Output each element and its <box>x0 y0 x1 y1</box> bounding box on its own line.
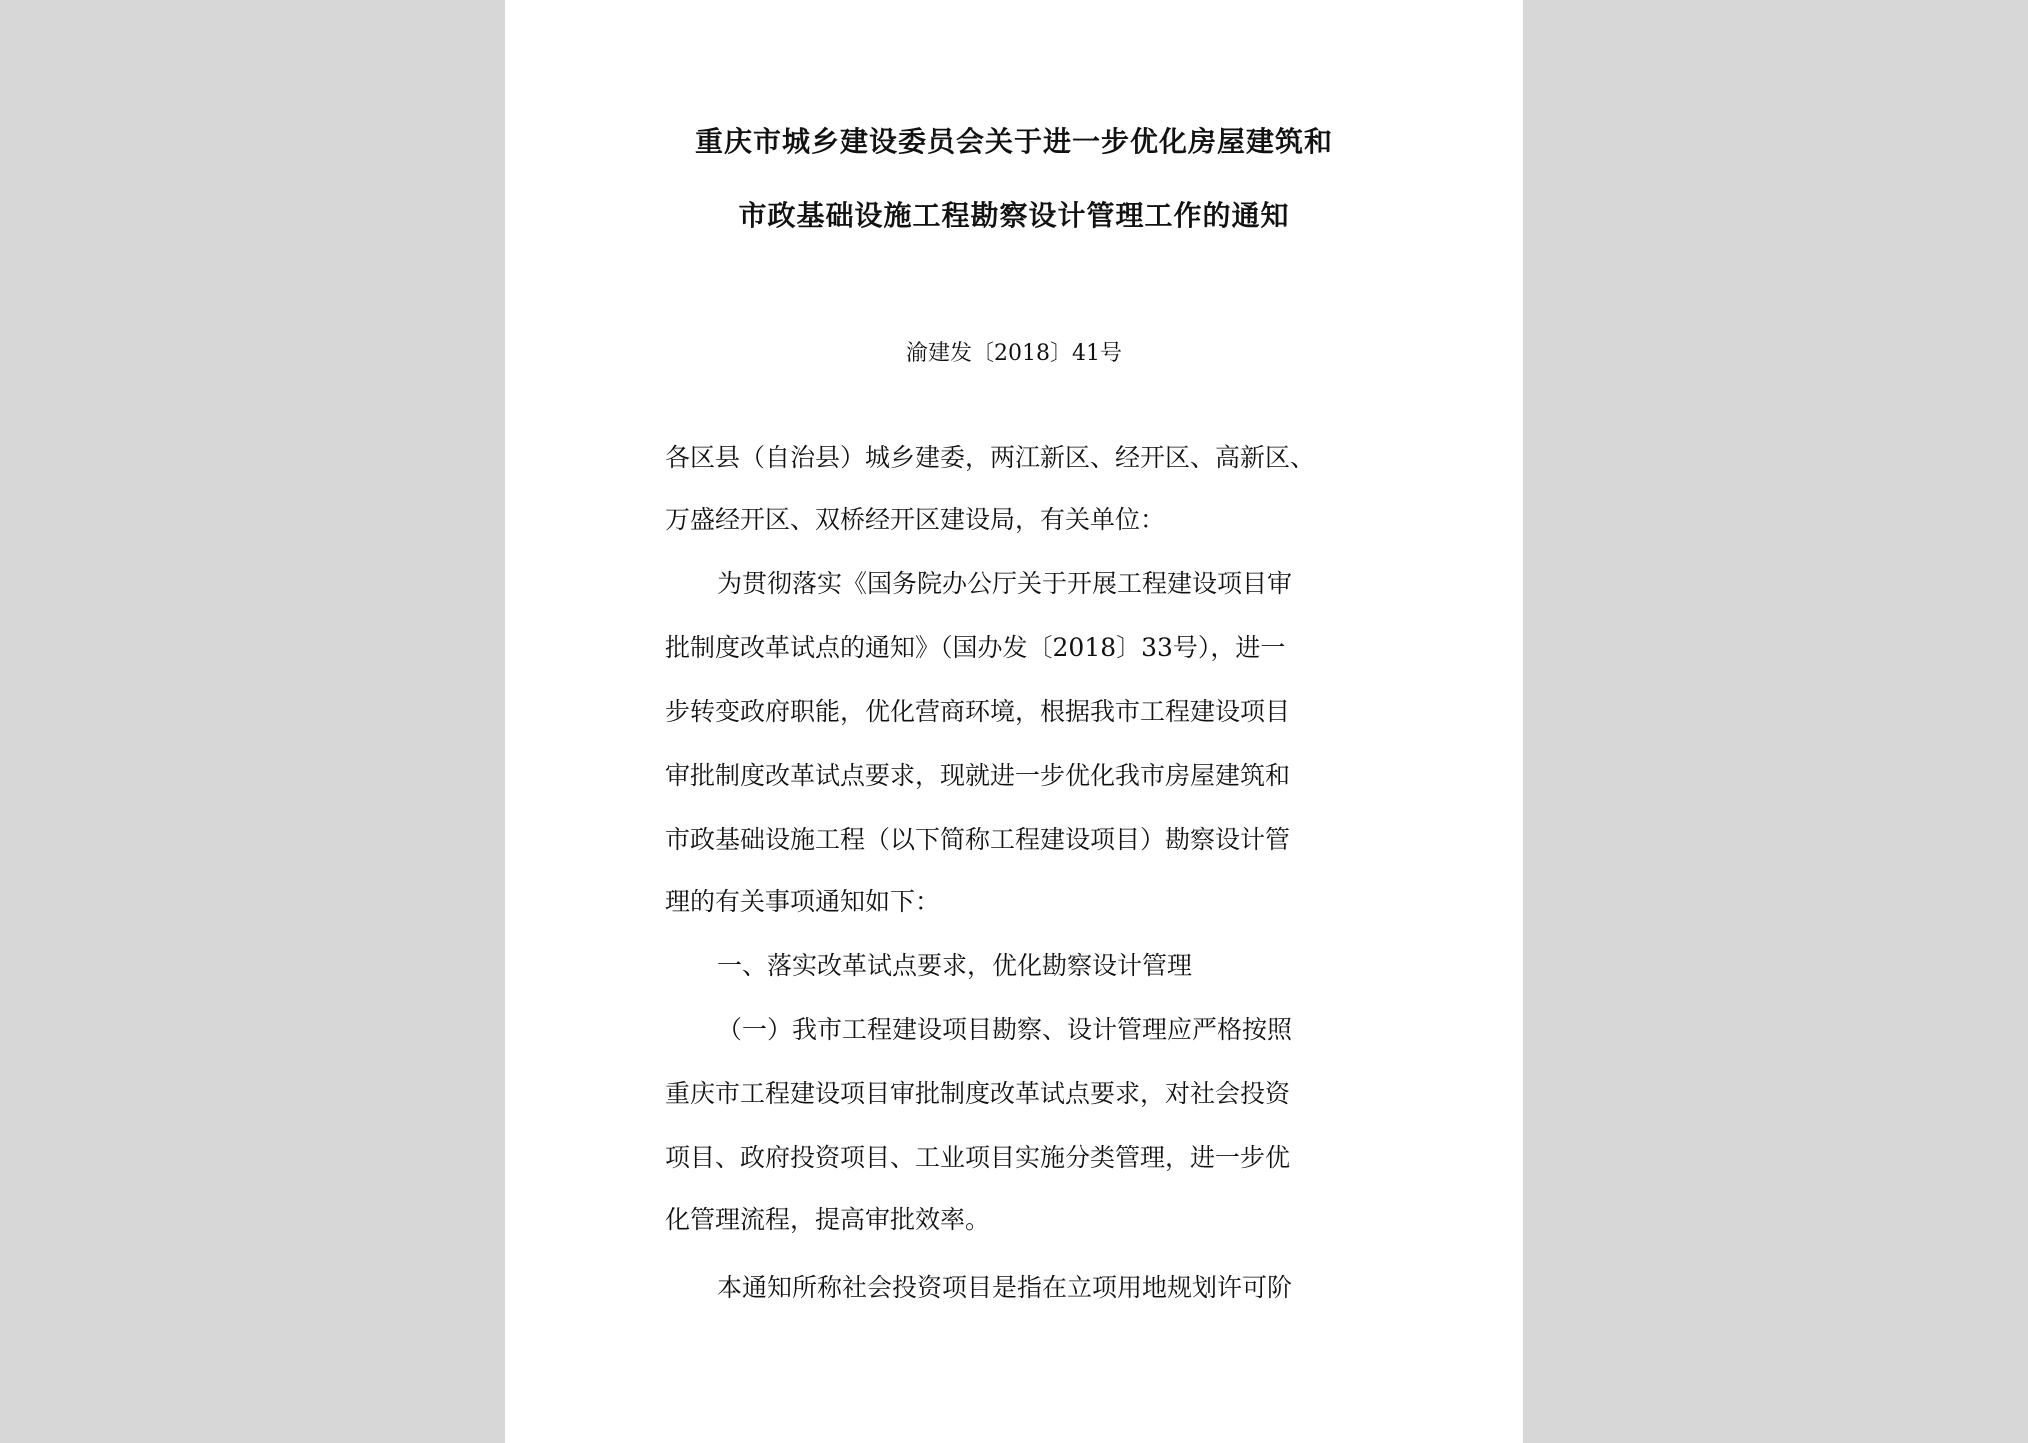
document-title-line-1: 重庆市城乡建设委员会关于进一步优化房屋建筑和 <box>694 125 1333 158</box>
body-line: 理的有关事项通知如下： <box>665 887 941 916</box>
body-line: （一）我市工程建设项目勘察、设计管理应严格按照 <box>717 1015 1293 1044</box>
body-line: 步转变政府职能，优化营商环境，根据我市工程建设项目 <box>665 697 1291 726</box>
body-line: 项目、政府投资项目、工业项目实施分类管理，进一步优 <box>665 1143 1291 1172</box>
body-line: 审批制度改革试点要求，现就进一步优化我市房屋建筑和 <box>665 761 1291 790</box>
document-number: 渝建发〔2018〕41号 <box>906 341 1122 366</box>
body-line: 批制度改革试点的通知》（国办发〔2018〕33号），进一 <box>665 633 1286 662</box>
body-line: 重庆市工程建设项目审批制度改革试点要求，对社会投资 <box>665 1079 1291 1108</box>
body-line: 各区县（自治县）城乡建委，两江新区、经开区、高新区、 <box>665 443 1316 472</box>
body-line: 本通知所称社会投资项目是指在立项用地规划许可阶 <box>717 1273 1293 1302</box>
body-line: 万盛经开区、双桥经开区建设局，有关单位： <box>665 505 1166 534</box>
document-title-line-2: 市政基础设施工程勘察设计管理工作的通知 <box>738 199 1290 232</box>
body-line: 为贯彻落实《国务院办公厅关于开展工程建设项目审 <box>717 569 1293 598</box>
section-heading: 一、落实改革试点要求，优化勘察设计管理 <box>717 951 1193 980</box>
document-page <box>505 0 1523 1443</box>
body-line: 市政基础设施工程（以下简称工程建设项目）勘察设计管 <box>665 825 1291 854</box>
body-line: 化管理流程，提高审批效率。 <box>665 1205 991 1234</box>
